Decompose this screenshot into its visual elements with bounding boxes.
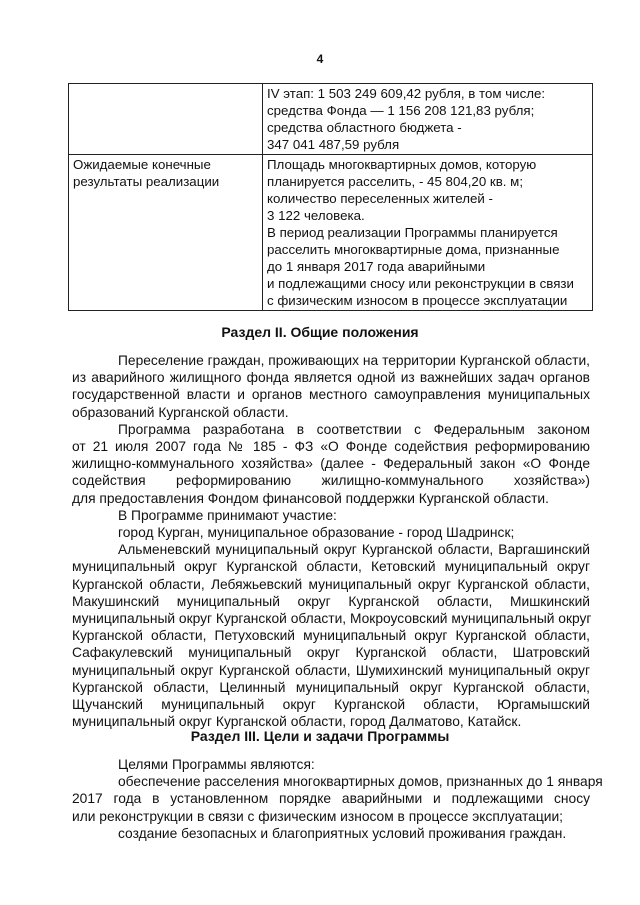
table-cell-label — [69, 84, 263, 155]
paragraph-line: Переселение граждан, проживающих на территории Курганской области, — [118, 353, 590, 368]
paragraph-line: для предоставления Фондом финансовой поддержки Курганской области. — [72, 490, 549, 506]
paragraph-line: Макушинский муниципальный округ Курганской области, Мишкинский — [72, 593, 590, 609]
cell-line: с физическим износом в процессе эксплуатации — [267, 293, 568, 308]
paragraph-line: Курганской области, Лебяжьевский муниципальный округ Курганской области, — [72, 576, 590, 592]
section-2-heading: Раздел II. Общие положения — [221, 324, 419, 340]
paragraph-line: муниципальный округ Курганской области, город Далматово, Катайск. — [72, 714, 522, 730]
cell-line: до 1 января 2017 года аварийными — [267, 259, 486, 274]
paragraph-line: муниципальный округ Курганской области, Шумихинский муниципальный округ — [72, 662, 590, 678]
paragraph-line: город Курган, муниципальное образование - город Шадринск; — [118, 525, 515, 541]
paragraph-line: из аварийного жилищного фонда является одной из важнейших задач органов — [72, 370, 590, 386]
table-row — [69, 84, 593, 155]
table-cell-value — [263, 84, 593, 155]
cell-line: 3 122 человека. — [267, 208, 365, 223]
paragraph-line: 2017 года в установленном порядке аварийными и подлежащими сносу — [72, 791, 590, 807]
paragraph-line: от 21 июля 2007 года № 185 - ФЗ «О Фонде содействия реформированию — [72, 439, 590, 455]
cell-line: и подлежащими сносу или реконструкции в связи — [267, 276, 574, 291]
cell-line: результаты реализации — [73, 174, 220, 189]
paragraph-line: или реконструкции в связи с физическим износом в процессе эксплуатации; — [72, 808, 563, 824]
paragraph-line: создание безопасных и благоприятных условий проживания граждан. — [118, 825, 567, 841]
paragraph-line: Сафакулевский муниципальный округ Курганской области, Шатровский — [72, 645, 590, 661]
section-2-body — [72, 352, 590, 730]
paragraph-line: муниципальный округ Курганской области, Кетовский муниципальный округ — [72, 559, 590, 575]
cell-line: средства Фонда — 1 156 208 121,83 рубля; — [267, 103, 535, 118]
cell-line: IV этап: 1 503 249 609,42 рубля, в том числе: — [267, 86, 546, 101]
paragraph-line: муниципальный округ Курганской области, Мокроусовский муниципальный округ — [72, 611, 592, 627]
table-row — [69, 155, 593, 311]
table-cell-value — [263, 155, 593, 311]
cell-line: 347 041 487,59 рубля — [267, 137, 400, 152]
cell-line: средства областного бюджета - — [267, 120, 462, 135]
paragraph-line: В Программе принимают участие: — [118, 507, 337, 523]
table-cell-label — [69, 155, 263, 311]
cell-line: В период реализации Программы планируется — [267, 225, 558, 240]
section-3-body — [72, 756, 603, 842]
paragraph-line: Альменевский муниципальный округ Курганской области, Варгашинский — [118, 542, 590, 558]
paragraph-line: Курганской области, Целинный муниципальный округ Курганской области, — [72, 679, 590, 695]
cell-line: расселить многоквартирные дома, признанные — [267, 242, 560, 257]
cell-line: количество переселенных жителей - — [267, 191, 493, 206]
cell-line: планируется расселить, - 45 804,20 кв. м; — [267, 174, 524, 189]
program-passport-table — [68, 83, 593, 311]
paragraph-line: жилищно-коммунального хозяйства» (далее - Федеральный закон «О Фонде — [72, 456, 590, 472]
paragraph-line: содействия реформированию жилищно-коммунального хозяйства») — [72, 473, 590, 489]
paragraph-line: Целями Программы являются: — [118, 757, 315, 772]
paragraph-line: Программа разработана в соответствии с Федеральным законом — [118, 421, 590, 437]
paragraph-line: Курганской области, Петуховский муниципальный округ Курганской области, — [72, 628, 590, 644]
paragraph-line: образований Курганской области. — [72, 404, 289, 420]
section-3-heading: Раздел III. Цели и задачи Программы — [190, 728, 450, 744]
paragraph-line: Щучанский муниципальный округ Курганской области, Юргамышский — [72, 697, 590, 713]
page-number: 4 — [316, 52, 324, 66]
cell-line: Площадь многоквартирных домов, которую — [267, 157, 537, 172]
paragraph-line: государственной власти и органов местного самоуправления муниципальных — [72, 387, 590, 403]
paragraph-line: обеспечение расселения многоквартирных домов, признанных до 1 января — [118, 774, 603, 790]
cell-line: Ожидаемые конечные — [73, 157, 211, 172]
